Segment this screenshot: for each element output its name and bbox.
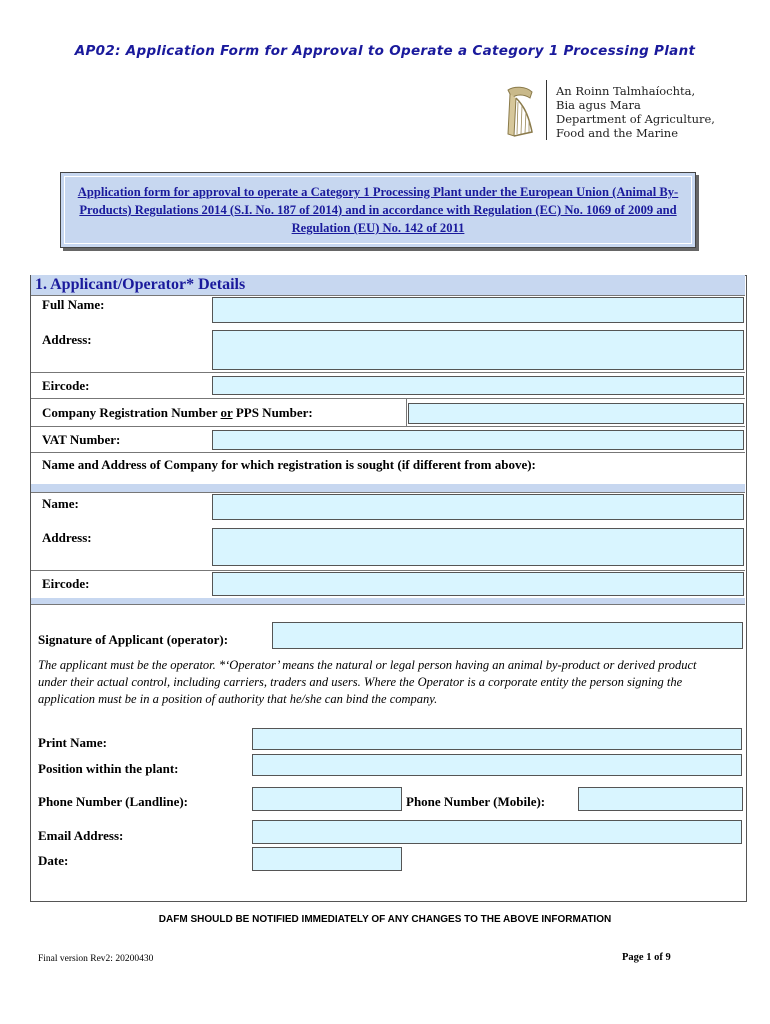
- harp-logo-icon: [500, 84, 540, 140]
- pps-label-part: PPS Number:: [232, 405, 313, 420]
- row-divider: [31, 570, 745, 571]
- cell-divider: [406, 398, 407, 426]
- row-divider: [31, 452, 745, 453]
- row-divider: [31, 398, 745, 399]
- row-separator-band: [31, 484, 745, 492]
- crn-or-label: or: [220, 405, 233, 420]
- signature-label: Signature of Applicant (operator):: [38, 632, 229, 647]
- notification-notice: DAFM SHOULD BE NOTIFIED IMMEDIATELY OF ANY CHANGES TO THE ABOVE INFORMATION: [158, 914, 612, 925]
- phone-mobile-label: Phone Number (Mobile):: [406, 794, 546, 809]
- eircode-label: Eircode:: [42, 378, 90, 393]
- section-title: 1. Applicant/Operator* Details: [35, 276, 246, 293]
- footer-version: Final version Rev2: 20200430: [38, 954, 154, 964]
- intro-box: [60, 172, 696, 248]
- address-field[interactable]: [212, 330, 744, 370]
- logo-text-line-3: Department of Agriculture,: [556, 112, 715, 126]
- print-name-field[interactable]: [252, 728, 742, 750]
- address-label: Address:: [42, 332, 92, 347]
- position-label: Position within the plant:: [38, 761, 179, 776]
- footer-page-number: Page 1 of 9: [622, 952, 671, 963]
- company-name-field[interactable]: [212, 494, 744, 520]
- eircode-field[interactable]: [212, 376, 744, 395]
- row-divider: [31, 295, 745, 296]
- company-name-label: Name:: [42, 496, 79, 511]
- company-heading: Name and Address of Company for which registration is sought (if different from above):: [42, 457, 536, 472]
- logo-text-line-2: Bia agus Mara: [556, 98, 641, 112]
- vat-number-label: VAT Number:: [42, 432, 121, 447]
- row-divider: [31, 492, 745, 493]
- print-name-label: Print Name:: [38, 735, 107, 750]
- company-registration-field[interactable]: [408, 403, 744, 424]
- logo-text-line-4: Food and the Marine: [556, 126, 679, 140]
- operator-note: The applicant must be the operator. *‘Operator’ means the natural or legal person having an animal by-product or derived product under their actual control, including carriers, traders and users. Where the Operator is a corporate entity the person signing the application must be in a position of authority that he/she can bind the company.: [38, 658, 697, 706]
- row-divider: [31, 372, 745, 373]
- phone-mobile-field[interactable]: [578, 787, 743, 811]
- signature-field[interactable]: [272, 622, 743, 649]
- company-registration-label: [42, 405, 313, 421]
- date-label: Date:: [38, 853, 69, 868]
- row-divider: [31, 604, 745, 605]
- position-field[interactable]: [252, 754, 742, 776]
- email-field[interactable]: [252, 820, 742, 844]
- intro-text: Application form for approval to operate a Category 1 Processing Plant under the European Union (Animal By-Products) Regulations 2014 (S.I. No. 187 of 2014) and in accordance with Regulation (EC) No. 1069 of 2009 and Regulation (EU) No. 142 of 2011: [77, 185, 679, 235]
- full-name-label: Full Name:: [42, 297, 105, 312]
- row-divider: [31, 426, 745, 427]
- full-name-field[interactable]: [212, 297, 744, 323]
- date-field[interactable]: [252, 847, 402, 871]
- phone-landline-label: Phone Number (Landline):: [38, 794, 188, 809]
- company-address-label: Address:: [42, 530, 92, 545]
- company-eircode-label: Eircode:: [42, 576, 90, 591]
- document-title: AP02: Application Form for Approval to Operate a Category 1 Processing Plant: [74, 43, 696, 59]
- logo-text-line-1: An Roinn Talmhaíochta,: [556, 84, 696, 98]
- crn-label-part: Company Registration Number: [42, 405, 221, 420]
- vat-number-field[interactable]: [212, 430, 744, 450]
- logo-divider: [546, 80, 547, 140]
- phone-landline-field[interactable]: [252, 787, 402, 811]
- company-eircode-field[interactable]: [212, 572, 744, 596]
- email-label: Email Address:: [38, 828, 124, 843]
- company-address-field[interactable]: [212, 528, 744, 566]
